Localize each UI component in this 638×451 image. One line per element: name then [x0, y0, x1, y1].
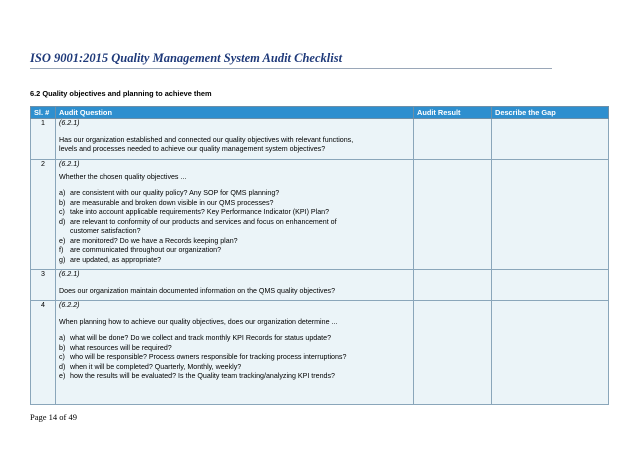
audit-result-cell[interactable] — [414, 119, 492, 160]
clause-reference: (6.2.1) — [59, 270, 80, 278]
question-intro: Whether the chosen quality objectives ... — [59, 172, 187, 181]
option-item: c) take into account applicable requirements? Key Performance Indicator (KPI) Plan? — [59, 208, 330, 216]
option-item: e) how the results will be evaluated? Is the Quality team tracking/analyzing KPI trends? — [59, 372, 335, 380]
table-header-row — [31, 107, 609, 119]
question-text: levels and processes needed to achieve our quality management system objectives? — [59, 145, 326, 153]
option-item: f) are communicated throughout our organization? — [59, 246, 222, 254]
header-audit-question: Audit Question — [56, 107, 414, 119]
question-text: Has our organization established and connected our quality objectives with relevant functions, — [59, 135, 354, 144]
option-item: e) are monitored? Do we have a Records keeping plan? — [59, 236, 238, 245]
row-number: 3 — [31, 270, 56, 301]
option-item: d) are relevant to conformity of our products and services and focus on enhancement of — [59, 217, 337, 226]
row-number: 4 — [31, 301, 56, 405]
option-item: c) who will be responsible? Process owners responsible for tracking process interruptions? — [59, 353, 347, 361]
table-row — [31, 270, 609, 301]
page-number: Page 14 of 49 — [30, 412, 77, 422]
audit-question-cell — [56, 270, 414, 301]
clause-reference: (6.2.1) — [59, 119, 80, 127]
option-item: b) what resources will be required? — [59, 343, 172, 352]
audit-question-cell — [56, 160, 414, 270]
option-item: a) are consistent with our quality policy? Any SOP for QMS planning? — [59, 189, 280, 197]
option-item: a) what will be done? Do we collect and track monthly KPI Records for status update? — [59, 334, 332, 342]
clause-reference: (6.2.1) — [59, 160, 80, 168]
row-number: 1 — [31, 119, 56, 160]
section-heading: 6.2 Quality objectives and planning to achieve them — [30, 89, 212, 98]
header-sl-number: Sl. # — [31, 107, 56, 119]
title-underline — [30, 68, 552, 69]
table-row — [31, 301, 609, 405]
header-audit-result: Audit Result — [414, 107, 492, 119]
audit-question-cell — [56, 119, 414, 160]
describe-gap-cell[interactable] — [492, 119, 609, 160]
table-row — [31, 160, 609, 270]
audit-result-cell[interactable] — [414, 160, 492, 270]
question-intro: When planning how to achieve our quality objectives, does our organization determine ... — [59, 317, 338, 326]
option-item: d) when it will be completed? Quarterly, Monthly, weekly? — [59, 362, 242, 371]
describe-gap-cell[interactable] — [492, 301, 609, 405]
row-number: 2 — [31, 160, 56, 270]
audit-result-cell[interactable] — [414, 270, 492, 301]
audit-result-cell[interactable] — [414, 301, 492, 405]
audit-checklist-table — [30, 106, 609, 405]
header-describe-gap: Describe the Gap — [492, 107, 609, 119]
table-row — [31, 119, 609, 160]
describe-gap-cell[interactable] — [492, 160, 609, 270]
document-title: ISO 9001:2015 Quality Management System Audit Checklist — [30, 51, 343, 65]
option-item: g) are updated, as appropriate? — [59, 255, 162, 264]
option-continuation: customer satisfaction? — [70, 227, 141, 235]
audit-question-cell — [56, 301, 414, 405]
clause-reference: (6.2.2) — [59, 301, 80, 309]
question-text: Does our organization maintain documented information on the QMS quality objectives? — [59, 286, 336, 295]
option-item: b) are measurable and broken down visible in our QMS processes? — [59, 198, 274, 207]
describe-gap-cell[interactable] — [492, 270, 609, 301]
